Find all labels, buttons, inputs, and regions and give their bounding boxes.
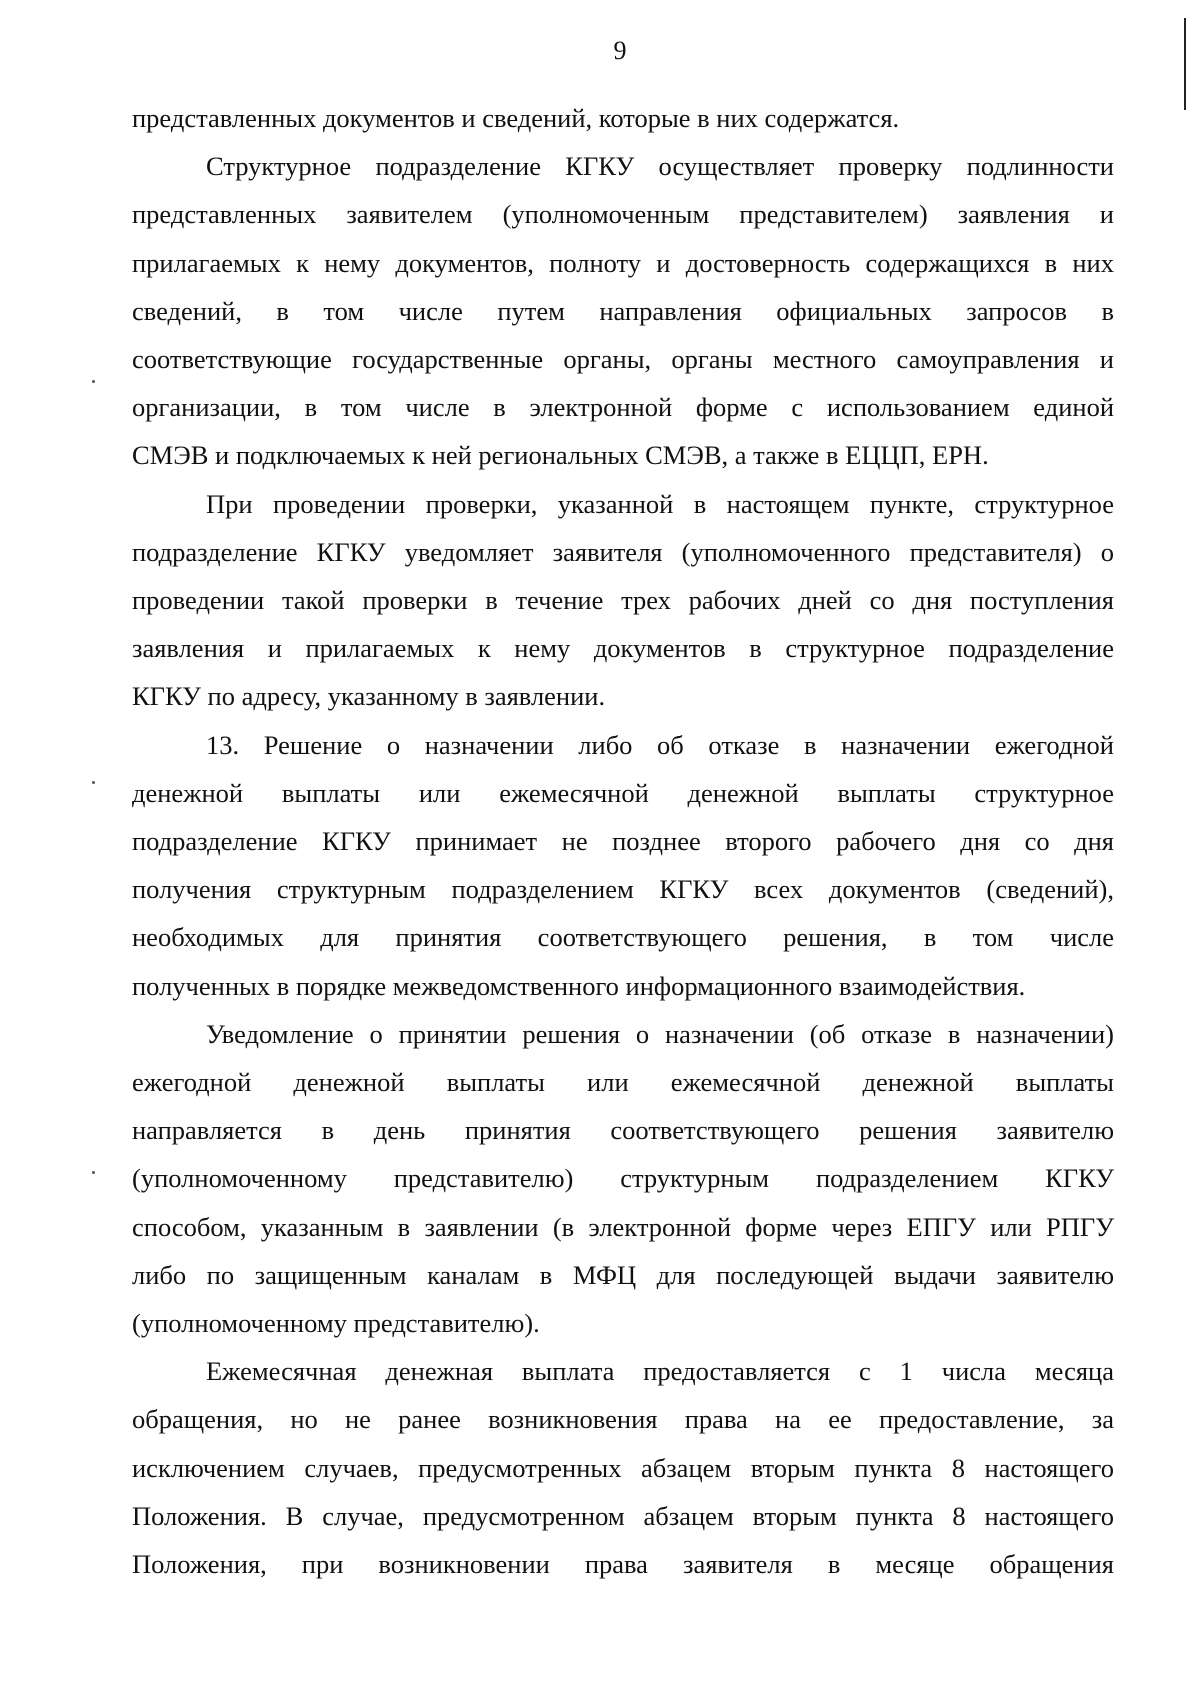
scan-speck xyxy=(92,781,95,784)
paragraph-line: При проведении проверки, указанной в настоящем пункте, структурное xyxy=(206,488,1114,519)
paragraph-line: необходимых для принятия соответствующего решения, в том числе xyxy=(132,922,1114,953)
paragraph-line: заявления и прилагаемых к нему документов в структурное подразделение xyxy=(132,633,1114,664)
paragraph-line: обращения, но не ранее возникновения права на ее предоставление, за xyxy=(132,1404,1114,1435)
scan-edge-mark xyxy=(1184,18,1186,110)
paragraph-line: 13. Решение о назначении либо об отказе в назначении ежегодной xyxy=(206,729,1114,760)
paragraph-line: подразделение КГКУ принимает не позднее второго рабочего дня со дня xyxy=(132,826,1114,857)
paragraph-line: Уведомление о принятии решения о назначении (об отказе в назначении) xyxy=(206,1018,1114,1049)
paragraph-line: либо по защищенным каналам в МФЦ для последующей выдачи заявителю xyxy=(132,1259,1114,1290)
paragraph-line: исключением случаев, предусмотренных абзацем вторым пункта 8 настоящего xyxy=(132,1452,1114,1483)
scan-speck xyxy=(92,1171,95,1174)
paragraph-line: Структурное подразделение КГКУ осуществляет проверку подлинности xyxy=(206,151,1114,182)
page-number: 9 xyxy=(613,36,627,65)
paragraph-line: денежной выплаты или ежемесячной денежной выплаты структурное xyxy=(132,777,1114,808)
paragraph-line: Ежемесячная денежная выплата предоставляется с 1 числа месяца xyxy=(206,1356,1114,1387)
paragraph-line: СМЭВ и подключаемых к ней региональных СМЭВ, а также в ЕЦЦП, ЕРН. xyxy=(132,440,989,471)
paragraph-line: прилагаемых к нему документов, полноту и достоверность содержащихся в них xyxy=(132,247,1114,278)
paragraph-line: КГКУ по адресу, указанному в заявлении. xyxy=(132,681,606,712)
paragraph-line: сведений, в том числе путем направления официальных запросов в xyxy=(132,295,1114,326)
paragraph-line: Положения. В случае, предусмотренном абзацем вторым пункта 8 настоящего xyxy=(132,1500,1114,1531)
paragraph-line: представленных документов и сведений, которые в них содержатся. xyxy=(132,103,900,133)
paragraph-line: (уполномоченному представителю) структурным подразделением КГКУ xyxy=(132,1163,1114,1194)
paragraph-line: получения структурным подразделением КГКУ всех документов (сведений), xyxy=(132,874,1114,905)
paragraph-line: организации, в том числе в электронной форме с использованием единой xyxy=(132,392,1114,423)
paragraph-line: представленных заявителем (уполномоченным представителем) заявления и xyxy=(132,199,1114,230)
paragraph-line: проведении такой проверки в течение трех рабочих дней со дня поступления xyxy=(132,585,1114,616)
paragraph-line: способом, указанным в заявлении (в электронной форме через ЕПГУ или РПГУ xyxy=(132,1211,1114,1242)
scan-speck xyxy=(92,380,95,383)
paragraph-line: полученных в порядке межведомственного информационного взаимодействия. xyxy=(132,970,1026,1001)
paragraph-line: соответствующие государственные органы, органы местного самоуправления и xyxy=(132,344,1114,375)
paragraph-line: Положения, при возникновении права заявителя в месяце обращения xyxy=(132,1549,1114,1580)
paragraph-line: направляется в день принятия соответствующего решения заявителю xyxy=(132,1115,1114,1146)
paragraph-line: ежегодной денежной выплаты или ежемесячной денежной выплаты xyxy=(132,1067,1114,1098)
paragraph-line: подразделение КГКУ уведомляет заявителя (уполномоченного представителя) о xyxy=(132,536,1114,567)
document-body xyxy=(132,94,1114,1588)
paragraph-line: (уполномоченному представителю). xyxy=(132,1308,540,1339)
